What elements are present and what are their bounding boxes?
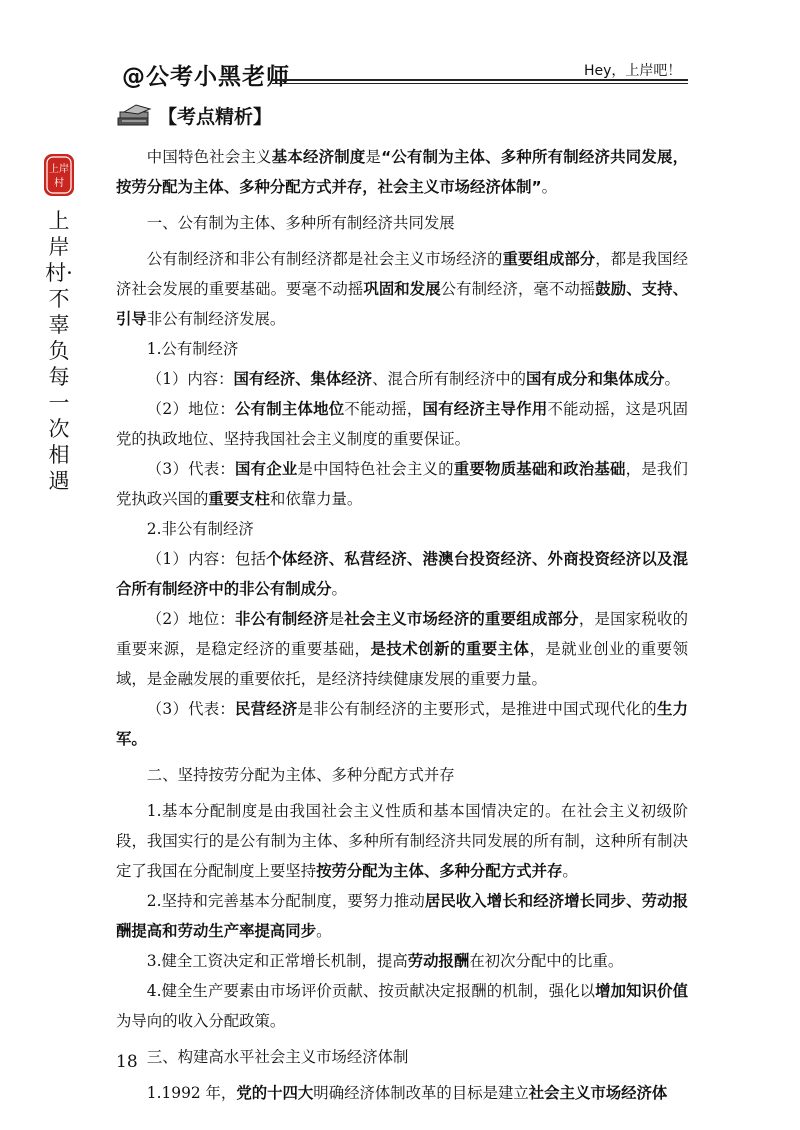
- text: 1.1992 年，: [146, 1084, 237, 1102]
- text: 明确经济体制改革的目标是建立: [313, 1084, 529, 1102]
- paragraph: [116, 364, 688, 394]
- text: （1）内容：包括: [146, 550, 267, 568]
- bold-text: 国有经济主导作用: [422, 400, 548, 418]
- bold-text: 公有制主体地位: [234, 400, 345, 418]
- bold-text: 鼓励、支持、引导: [116, 280, 688, 328]
- text: 不能动摇，这是巩固党的执政地位、坚持我国社会主义制度的重要保证。: [116, 400, 688, 448]
- text: 中国特色社会主义: [146, 148, 272, 166]
- text: （3）代表：: [146, 700, 235, 718]
- text: 2.坚持和完善基本分配制度，要努力推动: [146, 892, 425, 910]
- text: 是: [365, 148, 382, 166]
- bold-text: 重要支柱: [208, 490, 270, 508]
- paragraph: [116, 244, 688, 334]
- text: （2）地位：: [146, 610, 235, 628]
- subheading-2: 2.非公有制经济: [146, 520, 254, 538]
- bold-text: 重要物质基础和政治基础: [453, 460, 626, 478]
- text: 是非公有制经济的主要形式，是推进中国式现代化的: [297, 700, 657, 718]
- text: 。: [331, 580, 347, 598]
- text: 和依靠力量。: [269, 490, 363, 508]
- text: ，是我们党执政兴国的: [116, 460, 688, 508]
- bold-text: 个体经济、私营经济、港澳台投资经济、外商投资经济以及混合所有制经济中的非公有制成分: [116, 550, 688, 598]
- paragraph: [116, 796, 688, 886]
- text: （2）地位：: [146, 400, 235, 418]
- paragraph: [116, 604, 688, 694]
- text: 公有制经济，毫不动摇: [440, 280, 596, 298]
- bold-text: 社会主义市场经济的重要组成部分: [344, 610, 579, 628]
- text: 1.基本分配制度是由我国社会主义性质和基本国情决定的。在社会主义初级阶段，我国实行的是公有制为主体、多种所有制经济共同发展的所有制，这种所有制决定了我国在分配制度上要坚持: [116, 802, 688, 880]
- paragraph: [116, 694, 688, 754]
- bold-text: 非公有制经济: [234, 610, 329, 628]
- text: （3）代表：: [146, 460, 235, 478]
- bold-text: 社会主义市场经济体: [528, 1084, 668, 1102]
- paragraph: [116, 946, 688, 976]
- books-icon: [116, 102, 156, 128]
- text: 。: [664, 370, 680, 388]
- paragraph: [116, 976, 688, 1036]
- text: 为导向的收入分配政策。: [116, 1012, 286, 1030]
- heading-3: 三、构建高水平社会主义市场经济体制: [146, 1048, 409, 1066]
- header-author: @公考小黑老师: [122, 64, 290, 90]
- paragraph-intro: [116, 142, 688, 202]
- bold-text: 居民收入增长和经济增长同步、劳动报酬提高和劳动生产率提高同步: [116, 892, 688, 940]
- svg-text:村: 村: [54, 178, 64, 189]
- heading-1: 一、公有制为主体、多种所有制经济共同发展: [146, 214, 455, 232]
- bold-text: 巩固和发展: [363, 280, 441, 298]
- bold-text: 是技术创新的重要主体: [370, 640, 530, 658]
- text: 不能动摇，: [344, 400, 423, 418]
- main-content: [116, 142, 688, 1108]
- header-rule-thin: [272, 83, 688, 84]
- bold-text: 基本经济制度: [271, 148, 366, 166]
- text: 非公有制经济发展。: [146, 310, 286, 328]
- text: 是: [328, 610, 345, 628]
- text: ，是国家税收的重要来源，是稳定经济的重要基础，: [116, 610, 688, 658]
- text: 在初次分配中的比重。: [469, 952, 624, 970]
- bold-text: 劳动报酬: [407, 952, 470, 970]
- side-slogan: 上岸村·不辜负每一次相遇: [45, 209, 73, 493]
- paragraph: [116, 544, 688, 604]
- stamp-logo: [42, 152, 76, 198]
- text: 、混合所有制经济中的: [372, 370, 526, 388]
- text: 3.健全工资决定和正常增长机制，提高: [146, 952, 408, 970]
- bold-text: 国有成分和集体成分: [526, 370, 665, 388]
- bold-text: “公有制为主体、多种所有制经济共同发展，按劳分配为主体、多种分配方式并存，社会主义市场经济体制”: [116, 148, 688, 196]
- bold-text: 国有企业: [234, 460, 298, 478]
- paragraph: [116, 394, 688, 454]
- text: ，都是我国经济社会发展的重要基础。要毫不动摇: [116, 250, 688, 298]
- heading-2: 二、坚持按劳分配为主体、多种分配方式并存: [146, 766, 455, 784]
- paragraph: [116, 886, 688, 946]
- text: 。: [316, 922, 332, 940]
- text: ，是就业创业的重要领域，是金融发展的重要依托，是经济持续健康发展的重要力量。: [116, 640, 688, 688]
- text: 4.健全生产要素由市场评价贡献、按贡献决定报酬的机制，强化以: [146, 982, 596, 1000]
- section-heading: [116, 100, 272, 130]
- bold-text: 党的十四大: [236, 1084, 314, 1102]
- bold-text: 增加知识价值: [595, 982, 688, 1000]
- bold-text: 重要组成部分: [502, 250, 596, 268]
- bold-text: 国有经济、集体经济: [233, 370, 373, 388]
- text: 公有制经济和非公有制经济都是社会主义市场经济的: [146, 250, 503, 268]
- subheading-1: 1.公有制经济: [146, 340, 239, 358]
- bold-text: 按劳分配为主体、多种分配方式并存: [316, 862, 563, 880]
- bold-text: 民营经济: [234, 700, 298, 718]
- text: 是中国特色社会主义的: [297, 460, 454, 478]
- page-number: 18: [116, 1052, 138, 1072]
- text: （1）内容：: [146, 370, 234, 388]
- paragraph: [116, 454, 688, 514]
- text: 。: [541, 178, 558, 196]
- text: 。: [562, 862, 578, 880]
- header-slogan: Hey，上岸吧！: [584, 63, 682, 79]
- paragraph: [116, 1078, 688, 1108]
- svg-text:上岸: 上岸: [49, 164, 69, 175]
- section-title: 【考点精析】: [158, 105, 273, 128]
- bold-text: 生力军。: [116, 700, 688, 748]
